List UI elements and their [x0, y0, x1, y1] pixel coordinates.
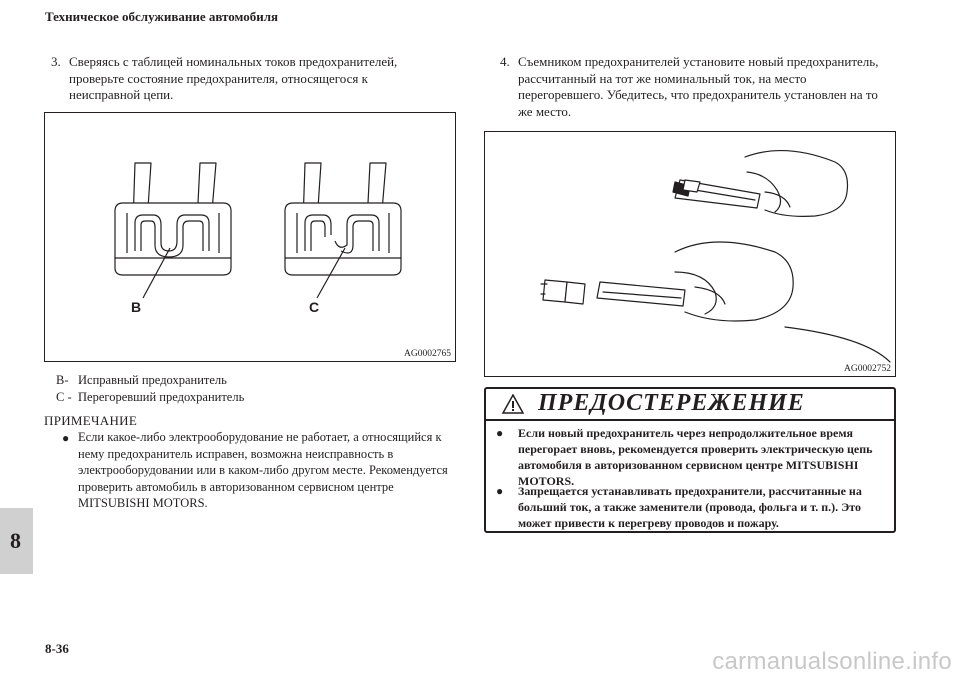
- bullet-icon: ●: [62, 431, 70, 445]
- step-number: 3.: [51, 54, 61, 69]
- label-b: B: [131, 299, 142, 315]
- page-header: Техническое обслуживание автомобиля: [45, 9, 279, 24]
- fuse-puller-figure: [484, 131, 896, 377]
- warning-item: ● Запрещается устанавливать предохранители, рассчитанные на больший ток, а также заменители (провода, фольга и т. п.). Это может привести к перегреву проводов и пожару.: [496, 484, 862, 530]
- fuse-illustration: [45, 113, 455, 361]
- warning-box: [484, 387, 896, 533]
- note-bullet: [62, 429, 457, 512]
- bullet-icon: ●: [496, 426, 504, 440]
- label-c: C: [309, 299, 320, 315]
- watermark: carmanualsonline.info: [712, 648, 952, 675]
- blown-fuse: [285, 163, 401, 275]
- note-text: Если какое-либо электрооборудование не работает, а относящийся к нему предохранитель исправен, возможна неисправность в электрооборудовании или в каком-либо другом месте. Рекомендуется проверить автомобиль в авторизованном сервисном центре MITSUBISHI MOTORS.: [78, 430, 448, 510]
- legend-item: C - Перегоревший предохранитель: [56, 390, 245, 404]
- warning-header: [486, 389, 894, 421]
- step-number: 4.: [500, 54, 510, 69]
- fuse-figure: [44, 112, 456, 362]
- good-fuse: [115, 163, 231, 275]
- note-title: ПРИМЕЧАНИЕ: [44, 413, 138, 428]
- bullet-icon: ●: [496, 484, 504, 498]
- warning-item: ● Если новый предохранитель через непродолжительное время перегорает вновь, рекомендуется проверить электрическую цепь автомобиля в авторизованном сервисном центре MITSUBISHI MOTORS.: [496, 426, 873, 488]
- warning-title: ПРЕДОСТЕРЕЖЕНИЕ: [538, 390, 805, 416]
- warning-triangle-icon: [502, 394, 524, 414]
- step-3: [51, 54, 441, 104]
- legend-item: B- Исправный предохранитель: [56, 373, 227, 387]
- step-4: [500, 54, 895, 120]
- step-text: Съемником предохранителей установите новый предохранитель, рассчитанный на тот же номинальный ток, на место перегоревшего. Убедитесь, что предохранитель установлен на то же место.: [518, 54, 879, 119]
- legend: [56, 372, 244, 406]
- section-tab: [0, 508, 33, 574]
- fuse-puller-illustration: [485, 132, 895, 376]
- section-number: 8: [10, 528, 21, 553]
- step-text: Сверяясь с таблицей номинальных токов предохранителей, проверьте состояние предохранителя, относящегося к неисправной цепи.: [69, 54, 398, 102]
- figure-code: AG0002752: [844, 364, 891, 374]
- figure-code: AG0002765: [404, 349, 451, 359]
- page-number: 8-36: [45, 641, 69, 656]
